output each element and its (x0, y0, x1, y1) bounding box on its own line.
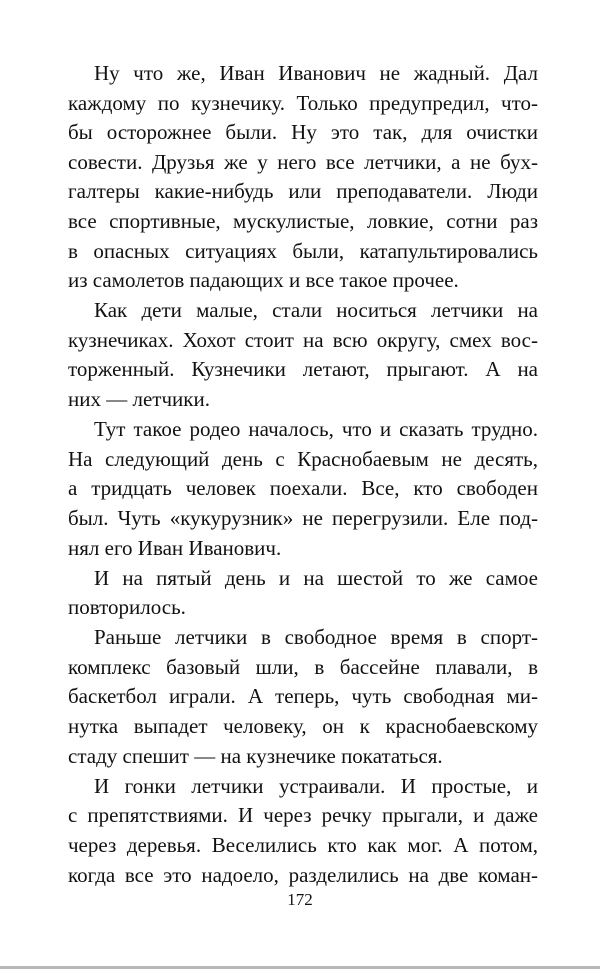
text-line: был. Чуть «кукурузник» не перегрузили. Еле под- (68, 505, 538, 530)
text-line: каждому по кузнечику. Только предупредил, что- (68, 90, 538, 115)
text-line: через деревья. Веселились кто как мог. А потом, (68, 832, 538, 857)
page-number: 172 (287, 890, 313, 909)
text-line: баскетбол играли. А теперь, чуть свободная ми- (68, 684, 538, 709)
text-line: с препятствиями. И через речку прыгали, и даже (68, 803, 538, 828)
text-line: И гонки летчики устраивали. И простые, и (94, 773, 538, 798)
text-line: На следующий день с Краснобаевым не десять, (68, 446, 538, 471)
text-line: Как дети малые, стали носиться летчики на (94, 298, 538, 323)
text-line: них — летчики. (68, 387, 210, 412)
text-line: когда все это надоело, разделились на две коман- (68, 862, 538, 887)
text-line: торженный. Кузнечики летают, прыгают. А на (68, 357, 538, 382)
paragraph (68, 296, 538, 414)
paragraph (68, 772, 538, 890)
text-line: Раньше летчики в свободное время в спорт- (94, 625, 538, 650)
text-line: Тут такое родео началось, что и сказать трудно. (94, 417, 538, 442)
bottom-divider (0, 966, 600, 969)
text-line: из самолетов падающих и все такое прочее. (68, 268, 459, 293)
text-line: все спортивные, мускулистые, ловкие, сотни раз (68, 208, 538, 233)
paragraph (68, 564, 538, 623)
text-line: нутка выпадет человеку, он к краснобаевскому (68, 714, 538, 739)
paragraph (68, 415, 538, 563)
paragraph (68, 623, 538, 771)
text-line: нял его Иван Иванович. (68, 535, 282, 560)
text-line: бы осторожнее были. Ну это так, для очистки (68, 120, 538, 145)
paragraph (68, 59, 538, 296)
text-line: в опасных ситуациях были, катапультировались (68, 238, 538, 263)
text-line: галтеры какие-нибудь или преподаватели. Люди (68, 179, 538, 204)
text-line: Ну что же, Иван Иванович не жадный. Дал (94, 61, 538, 85)
text-line: комплекс базовый шли, в бассейне плавали, в (68, 654, 538, 679)
text-line: стаду спешит — на кузнечике покататься. (68, 743, 443, 768)
text-line: кузнечиках. Хохот стоит на всю округу, смех вос- (68, 327, 538, 352)
body-text (68, 59, 538, 891)
text-line: И на пятый день и на шестой то же самое (94, 565, 538, 590)
text-line: повторилось. (68, 595, 186, 620)
text-line: совести. Друзья же у него все летчики, а не бух- (68, 149, 538, 174)
text-line: а тридцать человек поехали. Все, кто свободен (68, 476, 538, 501)
